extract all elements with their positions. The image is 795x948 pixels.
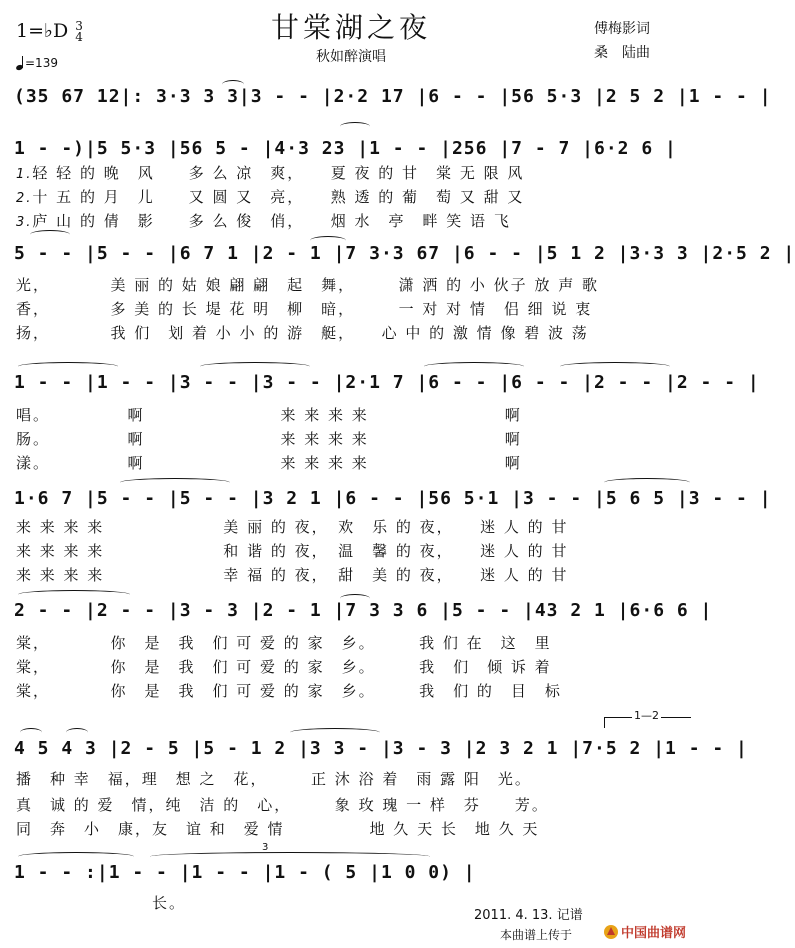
lyric-row: 棠， 你 是 我 们 可 爱 的 家 乡。 我 们 的 目 标 xyxy=(16,682,562,700)
tie-mark xyxy=(20,728,42,737)
notation-line-1: (35 67 12|: 3·3 3 3|3 - - |2·2 17 |6 - - |56 5·3 |2 5 2 |1 - - | xyxy=(14,86,772,107)
verse-number: 2. xyxy=(16,191,33,206)
tie-mark xyxy=(66,728,88,737)
lyric-row: 真 诚 的 爱 情，纯 洁 的 心， 象 玫 瑰 一 样 芬 芳。 xyxy=(16,796,549,814)
verse-number: 1. xyxy=(16,167,33,182)
notation-line-3: 5 - - |5 - - |6 7 1 |2 - 1 |7 3·3 67 |6 - - |5 1 2 |3·3 3 |2·5 2 | xyxy=(14,243,795,264)
tie-mark xyxy=(120,478,230,487)
lyric-row xyxy=(16,186,524,207)
lyric-text: 庐 山 的 倩 影 多 么 俊 俏， 烟 水 亭 畔 笑 语 飞 xyxy=(32,212,511,230)
tie-mark xyxy=(290,728,380,737)
transcription-date: 2011. 4. 13. 记谱 xyxy=(474,908,583,923)
lyric-row: 香， 多 美 的 长 堤 花 明 柳 暗， 一 对 对 情 侣 细 说 衷 xyxy=(16,300,593,318)
notation-line-5: 1·6 7 |5 - - |5 - - |3 2 1 |6 - - |56 5·1 |3 - - |5 6 5 |3 - - | xyxy=(14,488,772,509)
song-title: 甘棠湖之夜 xyxy=(270,11,431,44)
key-label: 1= xyxy=(16,20,45,42)
lyric-row: 播 种 幸 福，理 想 之 花， 正 沐 浴 着 雨 露 阳 光。 xyxy=(16,770,532,788)
tie-mark xyxy=(200,362,310,371)
site-logo xyxy=(602,922,698,942)
triplet-mark: 3 xyxy=(262,842,269,853)
lyric-row: 棠， 你 是 我 们 可 爱 的 家 乡。 我 们 在 这 里 xyxy=(16,634,552,652)
lyric-row: 肠。 啊 来 来 来 来 啊 xyxy=(16,430,522,448)
composer-credit: 桑 陆曲 xyxy=(594,45,650,61)
notation-line-4: 1 - - |1 - - |3 - - |3 - - |2·1 7 |6 - - |6 - - |2 - - |2 - - | xyxy=(14,372,760,393)
time-signature-top: 3 xyxy=(75,19,83,33)
notation-line-2: 1 - -)|5 5·3 |56 5 - |4·3 23 |1 - - |256 |7 - 7 |6·2 6 | xyxy=(14,138,677,159)
lyric-row xyxy=(16,210,511,231)
notation-line-6: 2 - - |2 - - |3 - 3 |2 - 1 |7 3 3 6 |5 - - |43 2 1 |6·6 6 | xyxy=(14,600,713,621)
tie-mark xyxy=(18,362,118,371)
lyric-row: 漾。 啊 来 来 来 来 啊 xyxy=(16,454,522,472)
lyric-row: 来 来 来 来 美 丽 的 夜， 欢 乐 的 夜， 迷 人 的 甘 xyxy=(16,518,569,536)
tie-mark xyxy=(150,852,430,861)
tie-mark xyxy=(340,594,370,603)
tie-mark xyxy=(222,80,244,89)
tie-mark xyxy=(18,590,130,599)
tie-mark xyxy=(424,362,524,371)
tempo-value: =139 xyxy=(25,56,58,70)
tie-mark xyxy=(604,478,690,487)
lyric-row: 光， 美 丽 的 姑 娘 翩 翩 起 舞， 潇 洒 的 小 伙子 放 声 歌 xyxy=(16,276,599,294)
lyric-text: 轻 轻 的 晚 风 多 么 凉 爽， 夏 夜 的 甘 棠 无 限 风 xyxy=(32,164,525,182)
lyric-row: 来 来 来 来 和 谐 的 夜， 温 馨 的 夜， 迷 人 的 甘 xyxy=(16,542,569,560)
notation-line-7: 4 5 4 3 |2 - 5 |5 - 1 2 |3 3 - |3 - 3 |2 3 2 1 |7·5 2 |1 - - | xyxy=(14,738,748,759)
lyric-row: 长。 xyxy=(16,894,187,912)
tie-mark xyxy=(30,230,70,239)
lyric-row: 扬， 我 们 划 着 小 小 的 游 艇， 心 中 的 激 情 像 碧 波 荡 xyxy=(16,324,589,342)
time-signature xyxy=(75,21,83,43)
lyric-row: 唱。 啊 来 来 来 来 啊 xyxy=(16,406,522,424)
upload-note: 本曲谱上传于 xyxy=(500,928,573,942)
tie-mark xyxy=(18,852,134,861)
time-signature-bottom: 4 xyxy=(75,30,83,44)
lyric-row: 同 奔 小 康，友 谊 和 爱 情 地 久 天 长 地 久 天 xyxy=(16,820,540,838)
verse-number: 3. xyxy=(16,215,33,230)
lyric-row: 棠， 你 是 我 们 可 爱 的 家 乡。 我 们 倾 诉 着 xyxy=(16,658,552,676)
logo-text: 中国曲谱网 xyxy=(621,925,687,940)
lyric-text: 十 五 的 月 儿 又 圆 又 亮， 熟 透 的 葡 萄 又 甜 又 xyxy=(32,188,525,206)
lyric-row: 来 来 来 来 幸 福 的 夜， 甜 美 的 夜， 迷 人 的 甘 xyxy=(16,566,569,584)
performer: 秋如醉演唱 xyxy=(316,49,386,65)
key-note: ♭D xyxy=(44,20,69,42)
lyricist-credit: 傅梅影词 xyxy=(594,21,650,37)
key-signature xyxy=(16,20,83,43)
tie-mark xyxy=(310,236,346,245)
notation-line-8: 1 - - :|1 - - |1 - - |1 - ( 5 |1 0 0) | xyxy=(14,862,476,883)
tie-mark xyxy=(340,122,370,131)
lyric-row xyxy=(16,162,524,183)
volta-label: 1—2 xyxy=(634,709,659,722)
tie-mark xyxy=(560,362,670,371)
